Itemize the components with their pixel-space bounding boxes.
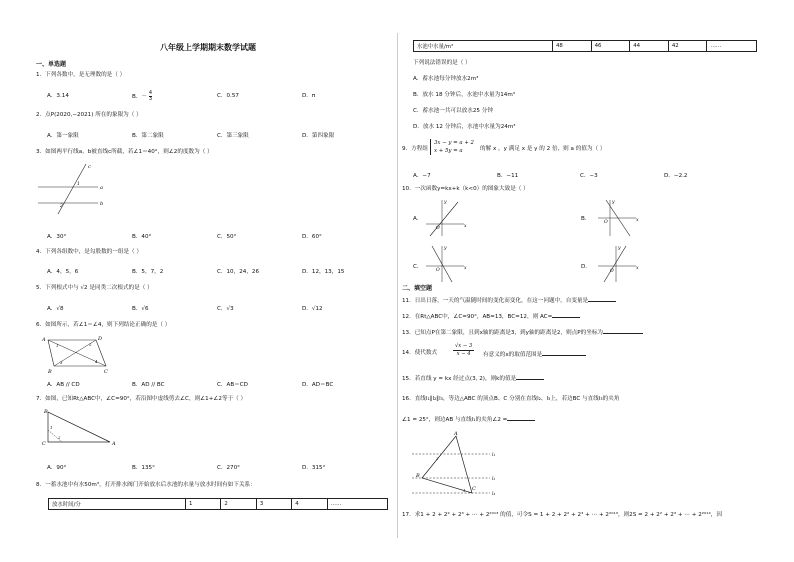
q16-label-l3: l₃ — [492, 492, 496, 497]
q3-option-a: A．30° — [47, 234, 67, 240]
table-row — [414, 41, 757, 52]
q16-figure — [408, 430, 508, 502]
q2-option-c: C．第三象限 — [217, 133, 249, 139]
q13-text: 13．已知点P在第二象限，且到x轴的距离是3，到y轴的距离是2，则点P的坐标为 — [402, 330, 604, 336]
table-cell: 42 — [668, 41, 707, 52]
q16-label-2: 2 — [436, 456, 439, 461]
q12-text: 12．在Rt△ABC中，∠C=90°，AB=13，BC=12，则 AC= — [402, 314, 553, 320]
q15-stem — [402, 374, 544, 383]
q9-option-b: B．−11 — [497, 173, 519, 179]
q14-answer-blank[interactable] — [542, 350, 586, 356]
q16-label-a: A — [454, 431, 458, 437]
q16-line1: 16．直线l₁∥l₂∥l₃，等边△ABC 的顶点B、C 分别在直线l₂、l₃上，若边BC 与直线l₃的夹角 — [402, 396, 620, 402]
q10-option-b: B． — [581, 216, 591, 222]
q3-label-c: c — [88, 164, 91, 170]
q6-label-c: C — [104, 369, 108, 375]
q5-option-d: D．√12 — [302, 306, 323, 312]
q7-label-b: B — [44, 409, 48, 415]
y-label: y — [444, 246, 447, 251]
q8-option-b: B．放水 18 分钟后，水池中水量为14m³ — [413, 92, 516, 98]
q14-numerator: √x − 3 — [455, 343, 473, 349]
q4-option-c: C．10，24，26 — [217, 269, 260, 275]
q10-option-d: D． — [581, 264, 591, 270]
q8-table-row2 — [413, 40, 757, 52]
q11-answer-blank[interactable] — [588, 296, 616, 302]
q9-suffix: 的解 x ，y 满足 x 是 y 的 2 倍，则 a 的值为（ ） — [480, 146, 606, 152]
q9-option-c: C．−3 — [580, 173, 598, 179]
q7-figure — [40, 408, 120, 448]
q7-option-b: B．135° — [132, 465, 155, 471]
q7-stem: 7．如图，已知Rt△ABC中，∠C=90°，若沿图中虚线剪去∠C，则∠1+∠2等于（ ） — [36, 396, 247, 402]
q7-option-d: D．315° — [302, 465, 326, 471]
q16-text: ∠1 = 25°，则边AB 与直线l₁的夹角∠2 = — [402, 417, 508, 423]
q9-equation-2: x + 5y = a — [434, 148, 463, 154]
q10-graph-d — [596, 244, 640, 284]
q10-stem: 10．一次函数y=kx+k（k<0）的图象大致是（ ） — [402, 186, 529, 192]
q2-stem: 2．点P(2020,−2021) 所在的象限为（ ） — [36, 112, 142, 118]
q1-option-a: A．3.14 — [47, 93, 69, 99]
y-label: y — [444, 200, 447, 205]
q8-option-c: C．蓄水池一共可以放水25 分钟 — [413, 108, 493, 114]
q3-option-c: C．50° — [217, 234, 237, 240]
q7-label-c: C — [42, 441, 46, 447]
q9-equation-1: 3x − y = a + 2 — [434, 140, 474, 146]
q16-label-1: 1 — [463, 488, 466, 493]
section-heading-fill-in: 二、填空题 — [402, 285, 433, 292]
origin-label: O — [610, 269, 614, 274]
q4-stem: 4．下列各组数中，是勾股数的一组是（ ） — [36, 249, 143, 255]
q15-text: 15．若直线 y = kx 经过点(3, 2)，则k的值是 — [402, 376, 517, 382]
q14-suffix — [483, 350, 586, 359]
q2-option-d: D．第四象限 — [302, 133, 335, 139]
x-label: x — [464, 266, 467, 271]
table-cell: 水池中水量/m³ — [414, 41, 553, 52]
q10-graph-a — [424, 198, 468, 238]
q2-option-a: A．第一象限 — [47, 133, 79, 139]
q16-label-l1: l₁ — [492, 453, 496, 458]
q1-option-b-label: B．－ — [132, 94, 148, 100]
q12-answer-blank[interactable] — [552, 312, 580, 318]
y-label: y — [612, 200, 615, 205]
q1-fraction — [149, 91, 152, 102]
q7-label-a: A — [112, 441, 116, 447]
q3-label-2: 2 — [60, 204, 63, 209]
q16-label-b: B — [416, 473, 420, 479]
q1-option-b — [132, 91, 152, 102]
q4-option-d: D．12，13，15 — [302, 269, 345, 275]
origin-label: O — [436, 226, 440, 231]
q10-option-a: A． — [413, 216, 423, 222]
q13-stem — [402, 328, 643, 337]
q4-option-a: A．4，5，6 — [47, 269, 79, 275]
q3-label-b: b — [100, 201, 104, 207]
table-cell: 1 — [186, 499, 221, 510]
q8-intro: 下列说法错误的是（ ） — [413, 60, 471, 66]
table-row — [49, 499, 388, 510]
q9-option-d: D．−2.2 — [664, 173, 688, 179]
q8-stem: 8．一蓄水池中有水50m³，打开排水阀门开始放水后水池的水量与放水时间有如下关系： — [36, 482, 256, 488]
q16-line2 — [402, 415, 535, 424]
q6-label-1: 1 — [56, 343, 59, 348]
q1-frac-num: 4 — [148, 90, 152, 96]
table-cell: 4 — [292, 499, 327, 510]
q10-graph-c — [424, 244, 468, 284]
q14-fraction — [453, 343, 474, 358]
x-label: x — [464, 224, 467, 229]
page-title: 八年级上学期期末数学试题 — [160, 43, 256, 52]
q8-table-row1 — [48, 498, 388, 510]
q7-label-1: 1 — [50, 425, 53, 430]
graph-line — [430, 202, 458, 236]
q16-answer-blank[interactable] — [507, 415, 535, 421]
table-cell: …… — [707, 41, 757, 52]
q14-text: 有意义的x的取值范围是 — [483, 352, 543, 358]
q5-option-b: B．√6 — [132, 306, 149, 312]
q6-label-4: 4 — [95, 359, 98, 364]
q5-stem: 5．下列根式中与 √2 是同类二次根式的是（ ） — [36, 285, 153, 291]
x-label: x — [636, 266, 639, 271]
table-cell: 46 — [591, 41, 630, 52]
graph-line — [604, 246, 626, 282]
q6-stem: 6．如图所示，若∠1＝∠4，则下列结论正确的是（ ） — [36, 322, 171, 328]
q2-option-b: B．第二象限 — [132, 133, 164, 139]
table-cell: 2 — [221, 499, 256, 510]
q4-option-b: B．5，7，2 — [132, 269, 164, 275]
q3-label-a: a — [100, 185, 103, 191]
q5-option-c: C．√3 — [217, 306, 234, 312]
q6-figure — [40, 334, 112, 374]
q12-stem — [402, 312, 580, 321]
q3-label-1: 1 — [77, 182, 80, 187]
q11-stem — [402, 296, 616, 305]
q7-option-c: C．270° — [217, 465, 240, 471]
q3-option-b: B．40° — [132, 234, 152, 240]
q6-option-d: D．AD＝BC — [302, 382, 334, 388]
q13-answer-blank[interactable] — [603, 328, 643, 334]
q1-frac-den: 3 — [148, 96, 152, 102]
section-heading-single-choice: 一、单选题 — [36, 61, 67, 68]
equilateral-triangle — [422, 436, 472, 493]
q16-label-l2: l₂ — [492, 477, 496, 482]
q6-label-b: B — [48, 369, 52, 375]
origin-label: O — [436, 268, 440, 273]
q6-label-2: 2 — [89, 342, 92, 347]
q3-figure — [36, 160, 106, 216]
q1-option-c: C．0.57 — [217, 93, 239, 99]
q16-label-c: C — [472, 486, 476, 492]
q1-stem: 1．下列各数中，是无理数的是（ ） — [36, 72, 126, 78]
q6-label-d: D — [98, 336, 103, 342]
q7-option-a: A．90° — [47, 465, 67, 471]
table-cell: 44 — [630, 41, 669, 52]
q14-denominator: x − 4 — [456, 351, 471, 357]
table-cell: 放水时间/分 — [49, 499, 186, 510]
y-label: y — [618, 246, 621, 251]
q9-option-a: A．−7 — [413, 173, 431, 179]
column-divider — [397, 33, 398, 538]
q6-label-a: A — [42, 337, 46, 343]
table-cell: 48 — [553, 41, 592, 52]
q7-label-2: 2 — [58, 435, 61, 440]
q15-answer-blank[interactable] — [516, 374, 544, 380]
table-cell: …… — [327, 499, 387, 510]
q9-equation-system — [430, 139, 474, 155]
origin-label: O — [604, 220, 608, 225]
q10-graph-b — [596, 198, 640, 238]
q3-option-d: D．60° — [302, 234, 322, 240]
q10-option-c: C． — [413, 264, 423, 270]
q6-option-c: C．AB＝CD — [217, 382, 248, 388]
q6-option-a: A．AB // CD — [47, 382, 80, 388]
x-label: x — [636, 218, 639, 223]
q17-stem: 17．求1 + 2 + 2² + 2³ + ⋯ + 2²⁰¹³ 的值，可令S = 1 + 2 + 2² + 2³ + ⋯ + 2²⁰¹³，则2S = 2 + 2² + 2³ + ⋯ + 2²⁰¹⁴，因 — [402, 512, 722, 518]
q8-option-d: D．放水 12 分钟后，水池中水量为24m³ — [413, 124, 516, 130]
q5-option-a: A．√8 — [47, 306, 64, 312]
q3-stem: 3．如图两平行线a，b被直线c所截，若∠1＝40°，则∠2的度数为（ ） — [36, 149, 213, 155]
q6-option-b: B．AD // BC — [132, 382, 165, 388]
table-cell: 3 — [256, 499, 291, 510]
q8-option-a: A．蓄水池每分钟放水2m³ — [413, 76, 479, 82]
q6-label-3: 3 — [60, 360, 63, 365]
q9-prefix: 9．方程组 — [402, 146, 428, 152]
q1-option-d: D．π — [302, 93, 316, 99]
q14-prefix: 14．使代数式 — [402, 350, 438, 356]
q11-text: 11．日出日落，一天的气温随时间的变化而变化，在这一问题中，自变量是 — [402, 298, 589, 304]
